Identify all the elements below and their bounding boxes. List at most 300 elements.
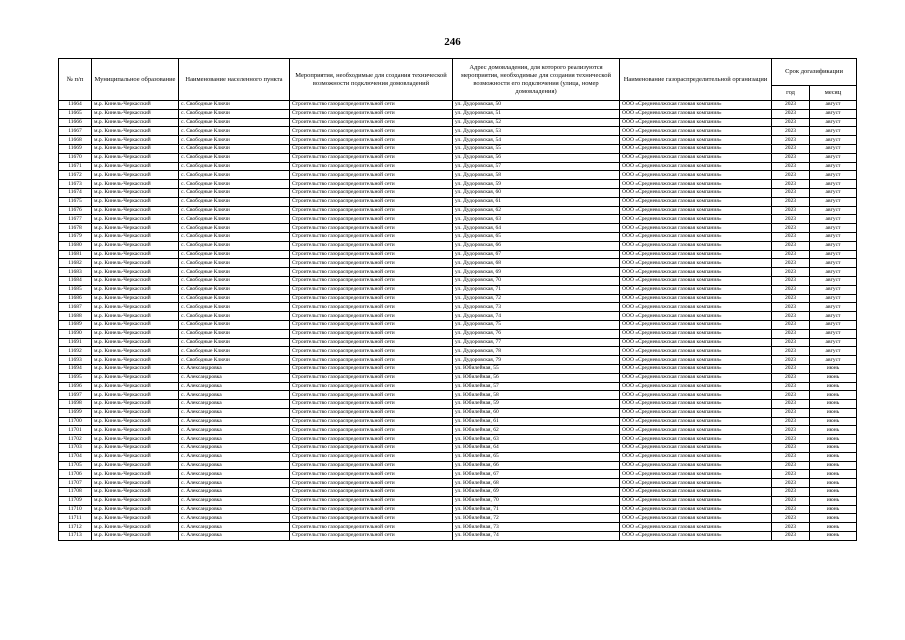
cell-month: июнь bbox=[810, 426, 857, 435]
cell-settlement: с. Свободные Ключи bbox=[179, 162, 290, 171]
table-body bbox=[59, 101, 857, 541]
table-row bbox=[59, 162, 857, 171]
cell-address: ул. Дудоровская, 79 bbox=[453, 356, 620, 365]
cell-year: 2023 bbox=[772, 180, 810, 189]
cell-address: ул. Юбилейная, 72 bbox=[453, 514, 620, 523]
cell-organization: ООО «Средневолжская газовая компания» bbox=[620, 153, 772, 162]
cell-organization: ООО «Средневолжская газовая компания» bbox=[620, 364, 772, 373]
cell-municipality: м.р. Кинель-Черкасский bbox=[92, 276, 179, 285]
cell-month: август bbox=[810, 144, 857, 153]
cell-month: июнь bbox=[810, 364, 857, 373]
cell-num: 11675 bbox=[59, 197, 92, 206]
table-row bbox=[59, 347, 857, 356]
cell-measures: Строительство газораспределительной сети bbox=[290, 408, 453, 417]
cell-organization: ООО «Средневолжская газовая компания» bbox=[620, 391, 772, 400]
cell-municipality: м.р. Кинель-Черкасский bbox=[92, 461, 179, 470]
cell-year: 2023 bbox=[772, 241, 810, 250]
cell-settlement: с. Александровка bbox=[179, 391, 290, 400]
cell-address: ул. Дудоровская, 66 bbox=[453, 241, 620, 250]
header-settlement: Наименование населенного пункта bbox=[179, 59, 290, 101]
cell-year: 2023 bbox=[772, 276, 810, 285]
cell-address: ул. Юбилейная, 61 bbox=[453, 417, 620, 426]
cell-measures: Строительство газораспределительной сети bbox=[290, 479, 453, 488]
cell-num: 11701 bbox=[59, 426, 92, 435]
cell-organization: ООО «Средневолжская газовая компания» bbox=[620, 479, 772, 488]
cell-address: ул. Дудоровская, 68 bbox=[453, 259, 620, 268]
cell-settlement: с. Александровка bbox=[179, 382, 290, 391]
cell-measures: Строительство газораспределительной сети bbox=[290, 320, 453, 329]
cell-organization: ООО «Средневолжская газовая компания» bbox=[620, 400, 772, 409]
cell-measures: Строительство газораспределительной сети bbox=[290, 400, 453, 409]
header-deadline: Срок догазификации bbox=[772, 59, 857, 86]
cell-num: 11671 bbox=[59, 162, 92, 171]
cell-year: 2023 bbox=[772, 259, 810, 268]
cell-year: 2023 bbox=[772, 514, 810, 523]
cell-month: август bbox=[810, 312, 857, 321]
cell-month: июнь bbox=[810, 523, 857, 532]
cell-measures: Строительство газораспределительной сети bbox=[290, 496, 453, 505]
cell-year: 2023 bbox=[772, 188, 810, 197]
cell-year: 2023 bbox=[772, 224, 810, 233]
table-row bbox=[59, 329, 857, 338]
table-row bbox=[59, 144, 857, 153]
table-row bbox=[59, 461, 857, 470]
cell-address: ул. Юбилейная, 57 bbox=[453, 382, 620, 391]
table-row bbox=[59, 496, 857, 505]
table-row bbox=[59, 426, 857, 435]
cell-municipality: м.р. Кинель-Черкасский bbox=[92, 338, 179, 347]
table-row bbox=[59, 259, 857, 268]
cell-month: июнь bbox=[810, 400, 857, 409]
cell-organization: ООО «Средневолжская газовая компания» bbox=[620, 373, 772, 382]
header-year: год bbox=[772, 86, 810, 101]
cell-organization: ООО «Средневолжская газовая компания» bbox=[620, 329, 772, 338]
cell-measures: Строительство газораспределительной сети bbox=[290, 417, 453, 426]
cell-organization: ООО «Средневолжская газовая компания» bbox=[620, 461, 772, 470]
cell-organization: ООО «Средневолжская газовая компания» bbox=[620, 136, 772, 145]
cell-organization: ООО «Средневолжская газовая компания» bbox=[620, 118, 772, 127]
cell-municipality: м.р. Кинель-Черкасский bbox=[92, 303, 179, 312]
cell-municipality: м.р. Кинель-Черкасский bbox=[92, 180, 179, 189]
cell-address: ул. Дудоровская, 65 bbox=[453, 232, 620, 241]
table-row bbox=[59, 479, 857, 488]
table-row bbox=[59, 118, 857, 127]
cell-measures: Строительство газораспределительной сети bbox=[290, 470, 453, 479]
table-row bbox=[59, 417, 857, 426]
cell-municipality: м.р. Кинель-Черкасский bbox=[92, 127, 179, 136]
cell-address: ул. Юбилейная, 60 bbox=[453, 408, 620, 417]
cell-num: 11674 bbox=[59, 188, 92, 197]
cell-num: 11692 bbox=[59, 347, 92, 356]
table-row bbox=[59, 338, 857, 347]
cell-num: 11700 bbox=[59, 417, 92, 426]
cell-organization: ООО «Средневолжская газовая компания» bbox=[620, 188, 772, 197]
cell-num: 11688 bbox=[59, 312, 92, 321]
cell-address: ул. Дудоровская, 58 bbox=[453, 171, 620, 180]
cell-month: июнь bbox=[810, 444, 857, 453]
cell-settlement: с. Александровка bbox=[179, 532, 290, 541]
cell-settlement: с. Александровка bbox=[179, 417, 290, 426]
cell-month: август bbox=[810, 171, 857, 180]
cell-num: 11681 bbox=[59, 250, 92, 259]
cell-measures: Строительство газораспределительной сети bbox=[290, 250, 453, 259]
cell-municipality: м.р. Кинель-Черкасский bbox=[92, 426, 179, 435]
cell-settlement: с. Александровка bbox=[179, 373, 290, 382]
cell-organization: ООО «Средневолжская газовая компания» bbox=[620, 171, 772, 180]
cell-settlement: с. Александровка bbox=[179, 426, 290, 435]
cell-measures: Строительство газораспределительной сети bbox=[290, 356, 453, 365]
cell-settlement: с. Свободные Ключи bbox=[179, 276, 290, 285]
cell-settlement: с. Александровка bbox=[179, 444, 290, 453]
cell-measures: Строительство газораспределительной сети bbox=[290, 532, 453, 541]
cell-month: июнь bbox=[810, 461, 857, 470]
cell-measures: Строительство газораспределительной сети bbox=[290, 514, 453, 523]
cell-month: июнь bbox=[810, 505, 857, 514]
cell-month: август bbox=[810, 162, 857, 171]
cell-measures: Строительство газораспределительной сети bbox=[290, 180, 453, 189]
cell-measures: Строительство газораспределительной сети bbox=[290, 118, 453, 127]
cell-num: 11682 bbox=[59, 259, 92, 268]
cell-num: 11686 bbox=[59, 294, 92, 303]
cell-month: август bbox=[810, 347, 857, 356]
cell-year: 2023 bbox=[772, 118, 810, 127]
cell-municipality: м.р. Кинель-Черкасский bbox=[92, 224, 179, 233]
cell-municipality: м.р. Кинель-Черкасский bbox=[92, 444, 179, 453]
cell-organization: ООО «Средневолжская газовая компания» bbox=[620, 320, 772, 329]
cell-num: 11684 bbox=[59, 276, 92, 285]
cell-settlement: с. Свободные Ключи bbox=[179, 250, 290, 259]
cell-organization: ООО «Средневолжская газовая компания» bbox=[620, 109, 772, 118]
cell-month: август bbox=[810, 206, 857, 215]
cell-measures: Строительство газораспределительной сети bbox=[290, 136, 453, 145]
cell-measures: Строительство газораспределительной сети bbox=[290, 338, 453, 347]
table-row bbox=[59, 523, 857, 532]
cell-year: 2023 bbox=[772, 153, 810, 162]
cell-address: ул. Юбилейная, 64 bbox=[453, 444, 620, 453]
cell-municipality: м.р. Кинель-Черкасский bbox=[92, 391, 179, 400]
cell-month: июнь bbox=[810, 496, 857, 505]
cell-month: август bbox=[810, 215, 857, 224]
table-row bbox=[59, 505, 857, 514]
cell-organization: ООО «Средневолжская газовая компания» bbox=[620, 127, 772, 136]
cell-address: ул. Юбилейная, 73 bbox=[453, 523, 620, 532]
table-row bbox=[59, 444, 857, 453]
cell-municipality: м.р. Кинель-Черкасский bbox=[92, 479, 179, 488]
cell-settlement: с. Свободные Ключи bbox=[179, 118, 290, 127]
cell-month: июнь bbox=[810, 488, 857, 497]
cell-settlement: с. Свободные Ключи bbox=[179, 312, 290, 321]
cell-organization: ООО «Средневолжская газовая компания» bbox=[620, 347, 772, 356]
cell-municipality: м.р. Кинель-Черкасский bbox=[92, 417, 179, 426]
cell-year: 2023 bbox=[772, 338, 810, 347]
cell-address: ул. Дудоровская, 51 bbox=[453, 109, 620, 118]
cell-num: 11667 bbox=[59, 127, 92, 136]
cell-year: 2023 bbox=[772, 488, 810, 497]
table-row bbox=[59, 373, 857, 382]
cell-municipality: м.р. Кинель-Черкасский bbox=[92, 505, 179, 514]
cell-address: ул. Юбилейная, 69 bbox=[453, 488, 620, 497]
cell-measures: Строительство газораспределительной сети bbox=[290, 329, 453, 338]
cell-num: 11690 bbox=[59, 329, 92, 338]
cell-settlement: с. Свободные Ключи bbox=[179, 285, 290, 294]
cell-settlement: с. Свободные Ключи bbox=[179, 329, 290, 338]
cell-num: 11712 bbox=[59, 523, 92, 532]
cell-municipality: м.р. Кинель-Черкасский bbox=[92, 153, 179, 162]
cell-year: 2023 bbox=[772, 101, 810, 110]
header-num: № п/п bbox=[59, 59, 92, 101]
cell-address: ул. Юбилейная, 55 bbox=[453, 364, 620, 373]
cell-year: 2023 bbox=[772, 312, 810, 321]
cell-settlement: с. Свободные Ключи bbox=[179, 127, 290, 136]
cell-year: 2023 bbox=[772, 479, 810, 488]
cell-measures: Строительство газораспределительной сети bbox=[290, 452, 453, 461]
cell-year: 2023 bbox=[772, 461, 810, 470]
cell-organization: ООО «Средневолжская газовая компания» bbox=[620, 338, 772, 347]
cell-month: август bbox=[810, 320, 857, 329]
cell-organization: ООО «Средневолжская газовая компания» bbox=[620, 303, 772, 312]
cell-organization: ООО «Средневолжская газовая компания» bbox=[620, 470, 772, 479]
cell-measures: Строительство газораспределительной сети bbox=[290, 188, 453, 197]
cell-measures: Строительство газораспределительной сети bbox=[290, 206, 453, 215]
cell-month: август bbox=[810, 303, 857, 312]
cell-year: 2023 bbox=[772, 294, 810, 303]
cell-year: 2023 bbox=[772, 435, 810, 444]
cell-num: 11670 bbox=[59, 153, 92, 162]
cell-num: 11694 bbox=[59, 364, 92, 373]
cell-settlement: с. Александровка bbox=[179, 364, 290, 373]
table-row bbox=[59, 391, 857, 400]
cell-address: ул. Дудоровская, 61 bbox=[453, 197, 620, 206]
table-row bbox=[59, 435, 857, 444]
header-month: месяц bbox=[810, 86, 857, 101]
cell-municipality: м.р. Кинель-Черкасский bbox=[92, 144, 179, 153]
cell-num: 11705 bbox=[59, 461, 92, 470]
cell-municipality: м.р. Кинель-Черкасский bbox=[92, 400, 179, 409]
cell-organization: ООО «Средневолжская газовая компания» bbox=[620, 417, 772, 426]
cell-num: 11711 bbox=[59, 514, 92, 523]
cell-num: 11702 bbox=[59, 435, 92, 444]
cell-settlement: с. Свободные Ключи bbox=[179, 101, 290, 110]
cell-settlement: с. Александровка bbox=[179, 452, 290, 461]
table-row bbox=[59, 470, 857, 479]
header-row bbox=[59, 59, 857, 86]
cell-municipality: м.р. Кинель-Черкасский bbox=[92, 523, 179, 532]
cell-month: июнь bbox=[810, 391, 857, 400]
cell-organization: ООО «Средневолжская газовая компания» bbox=[620, 488, 772, 497]
cell-organization: ООО «Средневолжская газовая компания» bbox=[620, 496, 772, 505]
cell-num: 11679 bbox=[59, 232, 92, 241]
cell-month: август bbox=[810, 268, 857, 277]
cell-address: ул. Дудоровская, 77 bbox=[453, 338, 620, 347]
cell-settlement: с. Александровка bbox=[179, 514, 290, 523]
cell-month: июнь bbox=[810, 382, 857, 391]
cell-num: 11696 bbox=[59, 382, 92, 391]
cell-address: ул. Юбилейная, 59 bbox=[453, 400, 620, 409]
cell-organization: ООО «Средневолжская газовая компания» bbox=[620, 224, 772, 233]
cell-month: август bbox=[810, 136, 857, 145]
cell-month: август bbox=[810, 127, 857, 136]
cell-municipality: м.р. Кинель-Черкасский bbox=[92, 356, 179, 365]
cell-num: 11706 bbox=[59, 470, 92, 479]
cell-municipality: м.р. Кинель-Черкасский bbox=[92, 312, 179, 321]
cell-address: ул. Дудоровская, 75 bbox=[453, 320, 620, 329]
cell-year: 2023 bbox=[772, 523, 810, 532]
table-row bbox=[59, 303, 857, 312]
cell-measures: Строительство газораспределительной сети bbox=[290, 276, 453, 285]
cell-num: 11704 bbox=[59, 452, 92, 461]
cell-measures: Строительство газораспределительной сети bbox=[290, 488, 453, 497]
cell-measures: Строительство газораспределительной сети bbox=[290, 268, 453, 277]
cell-measures: Строительство газораспределительной сети bbox=[290, 162, 453, 171]
cell-municipality: м.р. Кинель-Черкасский bbox=[92, 215, 179, 224]
cell-measures: Строительство газораспределительной сети bbox=[290, 303, 453, 312]
cell-organization: ООО «Средневолжская газовая компания» bbox=[620, 532, 772, 541]
cell-month: июнь bbox=[810, 479, 857, 488]
cell-organization: ООО «Средневолжская газовая компания» bbox=[620, 215, 772, 224]
table-row bbox=[59, 232, 857, 241]
cell-month: июнь bbox=[810, 408, 857, 417]
cell-settlement: с. Александровка bbox=[179, 470, 290, 479]
cell-address: ул. Дудоровская, 71 bbox=[453, 285, 620, 294]
cell-month: июнь bbox=[810, 470, 857, 479]
cell-organization: ООО «Средневолжская газовая компания» bbox=[620, 259, 772, 268]
cell-measures: Строительство газораспределительной сети bbox=[290, 461, 453, 470]
cell-settlement: с. Свободные Ключи bbox=[179, 241, 290, 250]
cell-year: 2023 bbox=[772, 144, 810, 153]
cell-settlement: с. Свободные Ключи bbox=[179, 171, 290, 180]
cell-municipality: м.р. Кинель-Черкасский bbox=[92, 496, 179, 505]
table-row bbox=[59, 250, 857, 259]
cell-num: 11678 bbox=[59, 224, 92, 233]
cell-address: ул. Дудоровская, 63 bbox=[453, 215, 620, 224]
cell-municipality: м.р. Кинель-Черкасский bbox=[92, 347, 179, 356]
cell-address: ул. Дудоровская, 60 bbox=[453, 188, 620, 197]
cell-organization: ООО «Средневолжская газовая компания» bbox=[620, 408, 772, 417]
cell-num: 11713 bbox=[59, 532, 92, 541]
cell-organization: ООО «Средневолжская газовая компания» bbox=[620, 241, 772, 250]
cell-settlement: с. Александровка bbox=[179, 435, 290, 444]
cell-year: 2023 bbox=[772, 215, 810, 224]
cell-settlement: с. Свободные Ключи bbox=[179, 153, 290, 162]
cell-measures: Строительство газораспределительной сети bbox=[290, 232, 453, 241]
cell-num: 11689 bbox=[59, 320, 92, 329]
table-row bbox=[59, 127, 857, 136]
cell-municipality: м.р. Кинель-Черкасский bbox=[92, 109, 179, 118]
cell-month: август bbox=[810, 232, 857, 241]
cell-year: 2023 bbox=[772, 532, 810, 541]
cell-address: ул. Дудоровская, 53 bbox=[453, 127, 620, 136]
cell-month: июнь bbox=[810, 435, 857, 444]
cell-num: 11693 bbox=[59, 356, 92, 365]
cell-organization: ООО «Средневолжская газовая компания» bbox=[620, 285, 772, 294]
cell-year: 2023 bbox=[772, 303, 810, 312]
cell-organization: ООО «Средневолжская газовая компания» bbox=[620, 144, 772, 153]
cell-organization: ООО «Средневолжская газовая компания» bbox=[620, 250, 772, 259]
cell-num: 11695 bbox=[59, 373, 92, 382]
cell-month: август bbox=[810, 197, 857, 206]
cell-measures: Строительство газораспределительной сети bbox=[290, 259, 453, 268]
cell-month: июнь bbox=[810, 417, 857, 426]
cell-year: 2023 bbox=[772, 109, 810, 118]
cell-month: август bbox=[810, 294, 857, 303]
cell-month: август bbox=[810, 153, 857, 162]
table-row bbox=[59, 241, 857, 250]
cell-settlement: с. Александровка bbox=[179, 523, 290, 532]
cell-municipality: м.р. Кинель-Черкасский bbox=[92, 101, 179, 110]
cell-address: ул. Дудоровская, 64 bbox=[453, 224, 620, 233]
cell-measures: Строительство газораспределительной сети bbox=[290, 285, 453, 294]
cell-municipality: м.р. Кинель-Черкасский bbox=[92, 514, 179, 523]
cell-settlement: с. Свободные Ключи bbox=[179, 268, 290, 277]
cell-measures: Строительство газораспределительной сети bbox=[290, 364, 453, 373]
cell-measures: Строительство газораспределительной сети bbox=[290, 294, 453, 303]
cell-num: 11672 bbox=[59, 171, 92, 180]
table-row bbox=[59, 153, 857, 162]
cell-settlement: с. Александровка bbox=[179, 496, 290, 505]
cell-municipality: м.р. Кинель-Черкасский bbox=[92, 118, 179, 127]
cell-address: ул. Юбилейная, 68 bbox=[453, 479, 620, 488]
cell-address: ул. Юбилейная, 65 bbox=[453, 452, 620, 461]
cell-address: ул. Юбилейная, 66 bbox=[453, 461, 620, 470]
cell-municipality: м.р. Кинель-Черкасский bbox=[92, 136, 179, 145]
cell-year: 2023 bbox=[772, 444, 810, 453]
cell-address: ул. Дудоровская, 52 bbox=[453, 118, 620, 127]
cell-measures: Строительство газораспределительной сети bbox=[290, 153, 453, 162]
cell-address: ул. Дудоровская, 74 bbox=[453, 312, 620, 321]
cell-address: ул. Юбилейная, 70 bbox=[453, 496, 620, 505]
cell-organization: ООО «Средневолжская газовая компания» bbox=[620, 435, 772, 444]
cell-municipality: м.р. Кинель-Черкасский bbox=[92, 241, 179, 250]
cell-organization: ООО «Средневолжская газовая компания» bbox=[620, 197, 772, 206]
cell-municipality: м.р. Кинель-Черкасский bbox=[92, 373, 179, 382]
cell-organization: ООО «Средневолжская газовая компания» bbox=[620, 514, 772, 523]
table-row bbox=[59, 312, 857, 321]
cell-measures: Строительство газораспределительной сети bbox=[290, 127, 453, 136]
cell-municipality: м.р. Кинель-Черкасский bbox=[92, 408, 179, 417]
table-row bbox=[59, 294, 857, 303]
cell-measures: Строительство газораспределительной сети bbox=[290, 505, 453, 514]
cell-municipality: м.р. Кинель-Черкасский bbox=[92, 259, 179, 268]
cell-address: ул. Дудоровская, 54 bbox=[453, 136, 620, 145]
cell-municipality: м.р. Кинель-Черкасский bbox=[92, 488, 179, 497]
cell-year: 2023 bbox=[772, 391, 810, 400]
cell-address: ул. Дудоровская, 72 bbox=[453, 294, 620, 303]
cell-address: ул. Юбилейная, 56 bbox=[453, 373, 620, 382]
cell-num: 11665 bbox=[59, 109, 92, 118]
cell-municipality: м.р. Кинель-Черкасский bbox=[92, 206, 179, 215]
cell-measures: Строительство газораспределительной сети bbox=[290, 197, 453, 206]
table-row bbox=[59, 320, 857, 329]
cell-municipality: м.р. Кинель-Черкасский bbox=[92, 452, 179, 461]
cell-year: 2023 bbox=[772, 470, 810, 479]
cell-municipality: м.р. Кинель-Черкасский bbox=[92, 285, 179, 294]
cell-year: 2023 bbox=[772, 285, 810, 294]
cell-address: ул. Юбилейная, 62 bbox=[453, 426, 620, 435]
cell-month: август bbox=[810, 109, 857, 118]
cell-num: 11699 bbox=[59, 408, 92, 417]
cell-measures: Строительство газораспределительной сети bbox=[290, 373, 453, 382]
table-row bbox=[59, 488, 857, 497]
cell-settlement: с. Свободные Ключи bbox=[179, 188, 290, 197]
cell-organization: ООО «Средневолжская газовая компания» bbox=[620, 232, 772, 241]
cell-organization: ООО «Средневолжская газовая компания» bbox=[620, 382, 772, 391]
cell-num: 11685 bbox=[59, 285, 92, 294]
cell-measures: Строительство газораспределительной сети bbox=[290, 426, 453, 435]
cell-num: 11691 bbox=[59, 338, 92, 347]
table-row bbox=[59, 268, 857, 277]
cell-year: 2023 bbox=[772, 329, 810, 338]
table-row bbox=[59, 364, 857, 373]
